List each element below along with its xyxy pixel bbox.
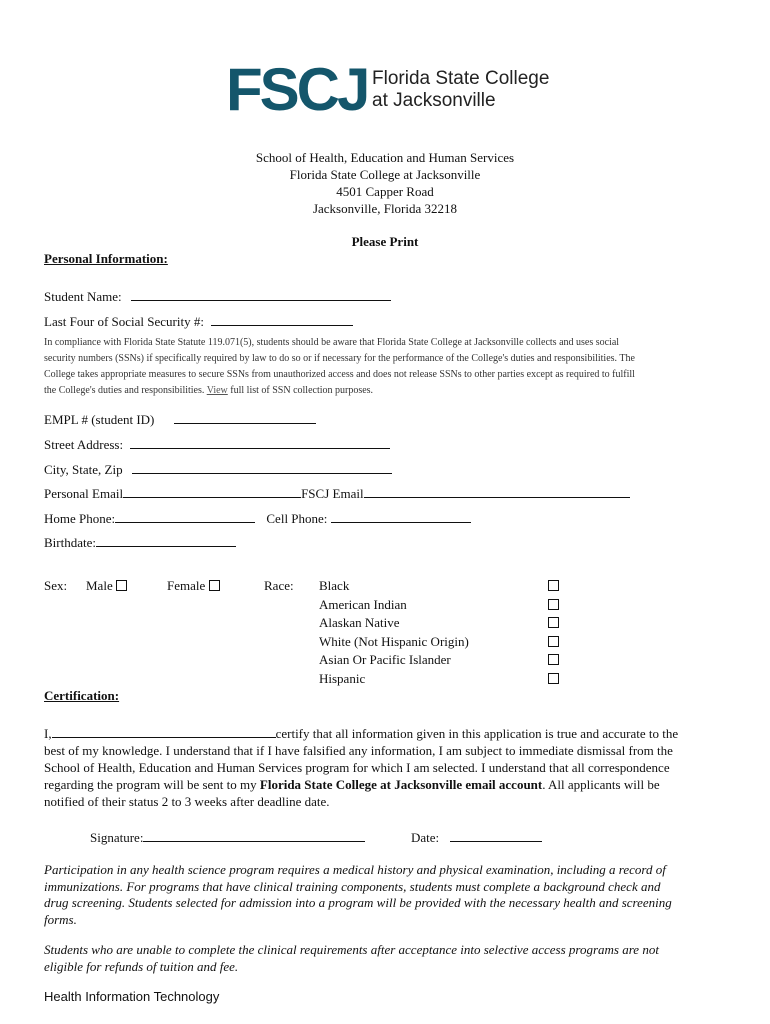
birthdate-field[interactable] (96, 534, 236, 547)
notice-2-line-2: eligible for refunds of tuition and fee. (44, 958, 239, 974)
ssn-label: Last Four of Social Security #: (44, 314, 204, 329)
city-label: City, State, Zip (44, 462, 123, 477)
personal-email-field[interactable] (123, 485, 301, 498)
ssn-notice-text-end: full list of SSN collection purposes. (230, 385, 374, 396)
student-name-row (44, 288, 391, 305)
fscj-email-field[interactable] (364, 485, 630, 498)
email-row (44, 485, 630, 502)
race-checkbox-asian-pacific[interactable] (548, 654, 559, 665)
cert-line-4-end: . All applicants will be (542, 777, 660, 792)
fscj-email-label: FSCJ Email (301, 486, 364, 501)
personal-info-heading: Personal Information: (44, 251, 168, 266)
race-checkbox-hispanic[interactable] (548, 673, 559, 684)
race-checkbox-black[interactable] (548, 580, 559, 591)
notice-1-line-1: Participation in any health science program requires a medical history and physical examination, including a record of (44, 862, 666, 877)
cert-name-field[interactable] (52, 725, 276, 738)
female-option (167, 577, 220, 594)
logo-name-line1: Florida State College (372, 68, 550, 89)
cert-line-2: best of my knowledge. I understand that if I have falsified any information, I am subject to immediate dismissal from the (44, 743, 673, 758)
school-header (0, 149, 770, 217)
cert-i: I, (44, 726, 52, 741)
date-row (411, 829, 542, 846)
birthdate-row (44, 534, 236, 551)
empl-field[interactable] (174, 411, 316, 424)
footer-program-name: Health Information Technology (44, 989, 220, 1004)
race-checkbox-alaskan-native[interactable] (548, 617, 559, 628)
signature-label: Signature: (90, 830, 144, 845)
race-option-white: White (Not Hispanic Origin) (319, 633, 469, 649)
ssn-notice-line-3: College takes appropriate measures to secure SSNs from unauthorized access and does not release SSNs to other parties except as required to fulfill (44, 369, 635, 380)
home-phone-label: Home Phone: (44, 511, 116, 526)
male-option (86, 577, 127, 594)
birthdate-label: Birthdate: (44, 535, 96, 550)
empl-label: EMPL # (student ID) (44, 412, 155, 427)
ssn-notice-line-2: security numbers (SSNs) if specifically required by law to do so or if necessary for the performance of the College's duties and responsibilities. The (44, 353, 635, 364)
race-options (319, 577, 469, 689)
ssn-notice-line-1: In compliance with Florida State Statute 119.071(5), students should be aware that Florida State College at Jacksonville collects and uses social (44, 337, 620, 348)
race-option-black: Black (319, 578, 350, 593)
signature-row (90, 829, 365, 846)
date-label: Date: (411, 830, 440, 845)
cell-phone-label: Cell Phone: (266, 511, 328, 526)
race-checkbox-white[interactable] (548, 636, 559, 647)
certification-heading: Certification: (44, 688, 120, 703)
fscj-logo (226, 56, 556, 140)
race-checkboxes (548, 577, 559, 689)
cert-line-4-text: regarding the program will be sent to my (44, 777, 257, 792)
health-requirements-notice (44, 862, 744, 928)
notice-1-line-3: drug screening. Students selected for admission into a program will be provided with the necessary health and screening (44, 895, 672, 910)
cert-email-emphasis: Florida State College at Jacksonville email account (259, 777, 543, 792)
header-line-4: Jacksonville, Florida 32218 (312, 201, 458, 216)
ssn-view-link[interactable]: View (206, 385, 228, 396)
date-field[interactable] (450, 829, 542, 842)
cert-line-4 (44, 776, 734, 793)
empl-row (44, 411, 316, 428)
student-name-label: Student Name: (44, 289, 122, 304)
city-row (44, 461, 392, 478)
ssn-notice (44, 335, 734, 399)
race-option-alaskan-native: Alaskan Native (319, 615, 400, 631)
header-line-3: 4501 Capper Road (336, 184, 434, 199)
please-print: Please Print (351, 234, 419, 249)
female-label: Female (167, 578, 206, 593)
female-checkbox[interactable] (209, 580, 220, 591)
certification-text (44, 725, 734, 810)
header-line-1: School of Health, Education and Human Services (255, 150, 515, 165)
phone-row (44, 510, 471, 527)
logo-name-line2: at Jacksonville (372, 90, 496, 111)
male-checkbox[interactable] (116, 580, 127, 591)
city-field[interactable] (132, 461, 392, 474)
street-row (44, 436, 390, 453)
signature-field[interactable] (143, 829, 365, 842)
race-label: Race: (264, 578, 294, 593)
ssn-row (44, 313, 353, 330)
ssn-notice-text: the College's duties and responsibilities. (44, 385, 205, 396)
ssn-notice-line-4 (44, 383, 734, 399)
cell-phone-field[interactable] (331, 510, 471, 523)
header-line-2: Florida State College at Jacksonville (289, 167, 481, 182)
sex-label: Sex: (44, 578, 68, 593)
male-label: Male (86, 578, 113, 593)
cert-line-1 (44, 725, 734, 742)
logo-name (372, 68, 549, 112)
race-option-hispanic: Hispanic (319, 670, 366, 686)
home-phone-field[interactable] (115, 510, 255, 523)
notice-2-line-1: Students who are unable to complete the clinical requirements after acceptance into selective access programs are not (44, 942, 659, 957)
street-label: Street Address: (44, 437, 124, 452)
personal-email-label: Personal Email (44, 486, 124, 501)
street-field[interactable] (130, 436, 390, 449)
notice-1-line-4: forms. (44, 911, 77, 927)
cert-line-5: notified of their status 2 to 3 weeks after deadline date. (44, 794, 330, 809)
logo-mark: FSCJ (226, 56, 368, 123)
ssn-field[interactable] (211, 313, 353, 326)
race-checkbox-american-indian[interactable] (548, 599, 559, 610)
notice-1-line-2: immunizations. For programs that have clinical training components, students must complete a background check and (44, 878, 661, 894)
cert-line-1-text: certify that all information given in this application is true and accurate to the (275, 726, 679, 741)
student-name-field[interactable] (131, 288, 391, 301)
race-option-american-indian: American Indian (319, 596, 407, 612)
cert-line-3: School of Health, Education and Human Services program for which I am selected. I understand that all correspondence (44, 760, 670, 775)
refund-notice (44, 942, 744, 975)
race-option-asian-pacific: Asian Or Pacific Islander (319, 652, 451, 668)
